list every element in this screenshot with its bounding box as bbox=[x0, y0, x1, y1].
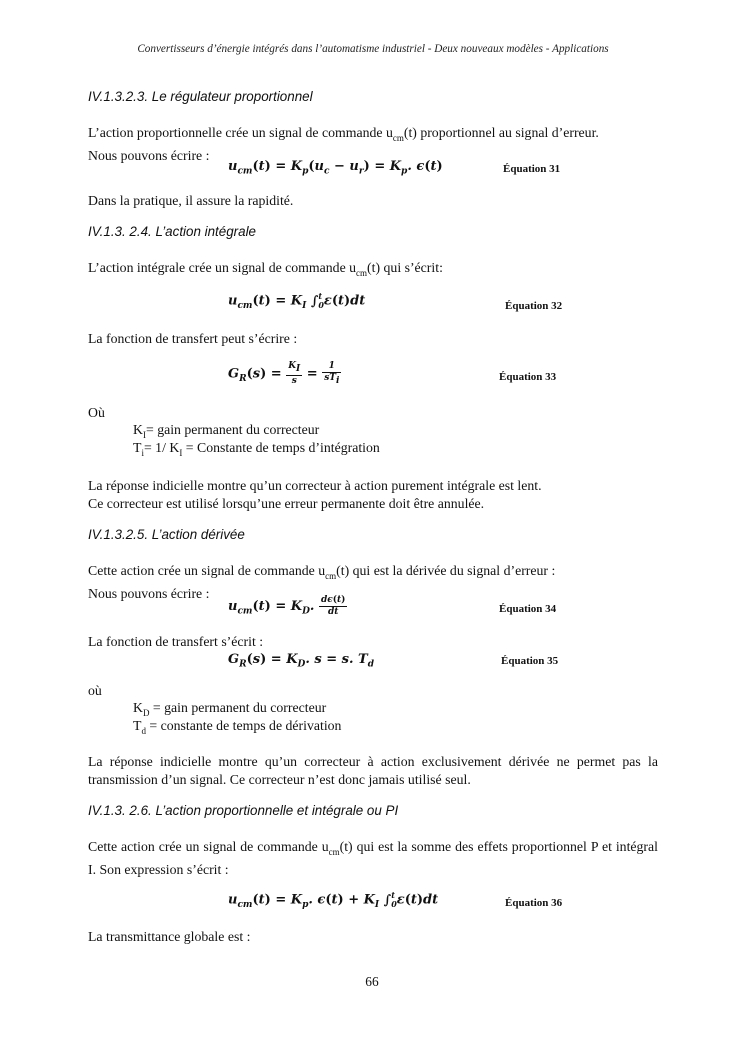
paragraph-transfert-integrale: La fonction de transfert peut s’écrire : bbox=[88, 331, 298, 346]
paragraph-reponse-integrale: La réponse indicielle montre qu’un correcteur à action purement intégrale est lent. Ce correcteur est utilisé lorsqu’une erreur permanente doit être annulée. bbox=[88, 478, 542, 511]
paragraph-pi: Cette action crée un signal de commande $u_{cm}(t)$ qui est la somme des effets proportionnel P et intégral I. Son expression s’écrit : bbox=[88, 839, 658, 877]
page-number: 66 bbox=[365, 974, 379, 989]
paragraph-integrale: L’action intégrale crée un signal de commande $u_{cm}(t)$ qui s’écrit: bbox=[88, 260, 443, 278]
paragraph-reponse-derivee: La réponse indicielle montre qu’un correcteur à action exclusivement dérivée ne permet pas la transmission d’un signal. Ce correcteur n’est donc jamais utilisé seul. bbox=[88, 754, 658, 787]
paragraph-rapidite: Dans la pratique, il assure la rapidité. bbox=[88, 193, 294, 208]
equation-35: $G_R(s) = K_D$. s = s. $T_d$ bbox=[228, 652, 374, 670]
paragraph-transfert-derivee: La fonction de transfert s’écrit : bbox=[88, 634, 264, 649]
label-ou-2: où bbox=[88, 683, 102, 698]
definition-ti: $T_i= 1/$ $K_I$ = Constante de temps d’intégration bbox=[133, 440, 380, 458]
definition-kd: $K_D$ = gain permanent du correcteur bbox=[133, 700, 327, 718]
label-ou: Où bbox=[88, 405, 105, 420]
definition-ki: $K_I=$ gain permanent du correcteur bbox=[133, 422, 320, 440]
equation-35-label: Équation 35 bbox=[501, 655, 559, 667]
paragraph-derivee: Cette action crée un signal de commande $u_{cm}(t)$ qui est la dérivée du signal d’erreur : Nous pouvons écrire : bbox=[88, 563, 556, 601]
running-header: Convertisseurs d’énergie intégrés dans l’automatisme industriel - Deux nouveaux modèles - Applications bbox=[137, 43, 609, 55]
section-heading-integrale: IV.1.3. 2.4. L’action intégrale bbox=[88, 224, 256, 239]
equation-36: $u_{cm}(t) = K_p$. $\epsilon(t) + K_I$ ∫ t 0 ε(t)dt bbox=[228, 890, 439, 911]
equation-34: $u_{cm}(t) = K_D$. $\frac{d\epsilon(t)}{dt}$ bbox=[228, 595, 346, 617]
equation-32-label: Équation 32 bbox=[505, 300, 563, 312]
equation-33-label: Équation 33 bbox=[499, 371, 557, 383]
definition-td: $T_d$ = constante de temps de dérivation bbox=[133, 718, 342, 736]
equation-32: $u_{cm}(t) = K_I$ ∫ t 0 ε(t)dt bbox=[228, 291, 366, 312]
equation-36-label: Équation 36 bbox=[505, 897, 563, 909]
equation-31-label: Équation 31 bbox=[503, 163, 561, 175]
section-heading-derivee: IV.1.3.2.5. L’action dérivée bbox=[88, 527, 245, 542]
paragraph-transmittance: La transmittance globale est : bbox=[88, 929, 251, 944]
paragraph-proportionnel: L’action proportionnelle crée un signal de commande $u_{cm}(t)$ proportionnel au signal d’erreur. Nous pouvons écrire : bbox=[88, 125, 599, 163]
equation-33: $G_R(s)$ = $\frac{K_I}{s}$ = $\frac{1}{sT_i}$ bbox=[228, 361, 340, 386]
section-heading-proportionnel: IV.1.3.2.3. Le régulateur proportionnel bbox=[88, 89, 313, 104]
equation-31: $u_{cm}(t) = K_p(u_c - u_r) = K_p$. ϵ(t) bbox=[228, 159, 443, 177]
equation-34-label: Équation 34 bbox=[499, 603, 557, 615]
section-heading-pi: IV.1.3. 2.6. L’action proportionnelle et intégrale ou PI bbox=[88, 803, 399, 818]
